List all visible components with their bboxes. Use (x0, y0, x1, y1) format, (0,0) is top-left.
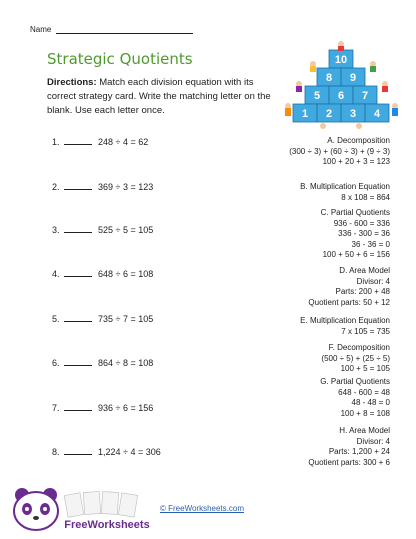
cube-number: 4 (373, 108, 381, 120)
strategy-card-line: 336 - 300 = 36 (338, 229, 390, 238)
strategy-card (320, 377, 390, 419)
strategy-card (289, 136, 390, 168)
equation-row (52, 446, 161, 457)
name-blank-line[interactable] (56, 33, 193, 34)
strategy-card-line: 48 - 48 = 0 (351, 398, 390, 407)
equation-row (52, 402, 153, 413)
strategy-card-line: 100 + 5 = 105 (340, 364, 390, 373)
strategy-card-line: 8 x 108 = 864 (341, 192, 390, 202)
directions-text: Match each division equation with its correct strategy card. Write the matching letter on the blank. Use each letter once. (47, 77, 271, 116)
strategy-card-line: 7 x 105 = 735 (341, 326, 390, 336)
equation-number: 1. (52, 137, 60, 147)
freeworksheets-link[interactable]: © FreeWorksheets.com (160, 504, 244, 513)
strategy-card-title: E. Multiplication Equation (300, 316, 390, 325)
answer-blank[interactable] (64, 181, 92, 190)
cube-pyramid-illustration (283, 40, 401, 132)
strategy-card-line: 648 - 600 = 48 (338, 387, 390, 397)
equation-text: 248 ÷ 4 = 62 (98, 137, 149, 147)
directions-label: Directions: (47, 77, 97, 88)
name-label: Name (30, 25, 52, 34)
cube-number: 7 (361, 90, 369, 102)
strategy-card (321, 343, 390, 375)
cube-number: 9 (349, 72, 357, 84)
equation-number: 2. (52, 182, 60, 192)
equation-row (52, 357, 153, 368)
strategy-card (321, 208, 390, 261)
strategy-card-line: Divisor: 4 (356, 436, 390, 446)
strategy-card-line: 100 + 8 = 108 (340, 408, 390, 418)
strategy-card-title: F. Decomposition (328, 343, 390, 352)
logo-text: FreeWorksheets (64, 519, 150, 531)
strategy-card-line: 100 + 50 + 6 = 156 (322, 250, 390, 259)
equation-text: 648 ÷ 6 = 108 (98, 269, 154, 279)
strategy-card-line: Parts: 1,200 + 24 (328, 447, 390, 456)
equation-number: 5. (52, 314, 60, 324)
equation-text: 936 ÷ 6 = 156 (98, 403, 154, 413)
cube-number: 8 (325, 72, 333, 84)
equation-number: 3. (52, 225, 60, 235)
equation-row (52, 224, 153, 235)
equation-text: 369 ÷ 3 = 123 (98, 182, 154, 192)
strategy-card-line: 936 - 600 = 336 (333, 218, 390, 228)
answer-blank[interactable] (64, 357, 92, 366)
answer-blank[interactable] (64, 313, 92, 322)
equation-text: 735 ÷ 7 = 105 (98, 314, 154, 324)
equation-text: 1,224 ÷ 4 = 306 (98, 447, 161, 457)
answer-blank[interactable] (64, 446, 92, 455)
equation-number: 6. (52, 358, 60, 368)
cube-number: 5 (313, 90, 321, 102)
cube-number: 10 (334, 54, 348, 66)
equation-text: 525 ÷ 5 = 105 (98, 225, 154, 235)
equation-row (52, 136, 148, 147)
answer-blank[interactable] (64, 402, 92, 411)
free-worksheets-logo (60, 490, 155, 534)
strategy-card (300, 182, 390, 203)
strategy-card (308, 426, 390, 468)
answer-blank[interactable] (64, 224, 92, 233)
strategy-card-title: G. Partial Quotients (320, 377, 390, 386)
answer-blank[interactable] (64, 136, 92, 145)
panda-logo-icon (4, 485, 68, 533)
equation-number: 7. (52, 403, 60, 413)
answer-blank[interactable] (64, 268, 92, 277)
strategy-card-line: Parts: 200 + 48 (335, 287, 390, 296)
worksheet-title: Strategic Quotients (47, 50, 193, 68)
equation-number: 4. (52, 269, 60, 279)
equation-row (52, 313, 153, 324)
strategy-card-title: D. Area Model (339, 266, 390, 275)
cube-number: 2 (325, 108, 333, 120)
strategy-card-line: Divisor: 4 (356, 276, 390, 286)
strategy-card-line: (300 ÷ 3) + (60 ÷ 3) + (9 ÷ 3) (289, 146, 390, 156)
cube-number: 6 (337, 90, 345, 102)
equation-text: 864 ÷ 8 = 108 (98, 358, 154, 368)
equation-row (52, 268, 153, 279)
strategy-card (300, 316, 390, 337)
directions (47, 76, 277, 118)
strategy-card-line: Quotient parts: 300 + 6 (308, 457, 390, 467)
equation-number: 8. (52, 447, 60, 457)
equation-row (52, 181, 153, 192)
strategy-card-title: A. Decomposition (327, 136, 390, 145)
cube-number: 3 (349, 108, 357, 120)
strategy-card-title: H. Area Model (339, 426, 390, 435)
strategy-card-title: C. Partial Quotients (320, 208, 390, 217)
strategy-card-line: 36 - 36 = 0 (351, 239, 390, 249)
strategy-card-title: B. Multiplication Equation (300, 182, 390, 191)
cube-number: 1 (301, 108, 309, 120)
strategy-card-line: (500 ÷ 5) + (25 ÷ 5) (321, 353, 390, 363)
strategy-card (308, 266, 390, 308)
strategy-card-line: Quotient parts: 50 + 12 (308, 297, 390, 307)
strategy-card-line: 100 + 20 + 3 = 123 (322, 157, 390, 166)
